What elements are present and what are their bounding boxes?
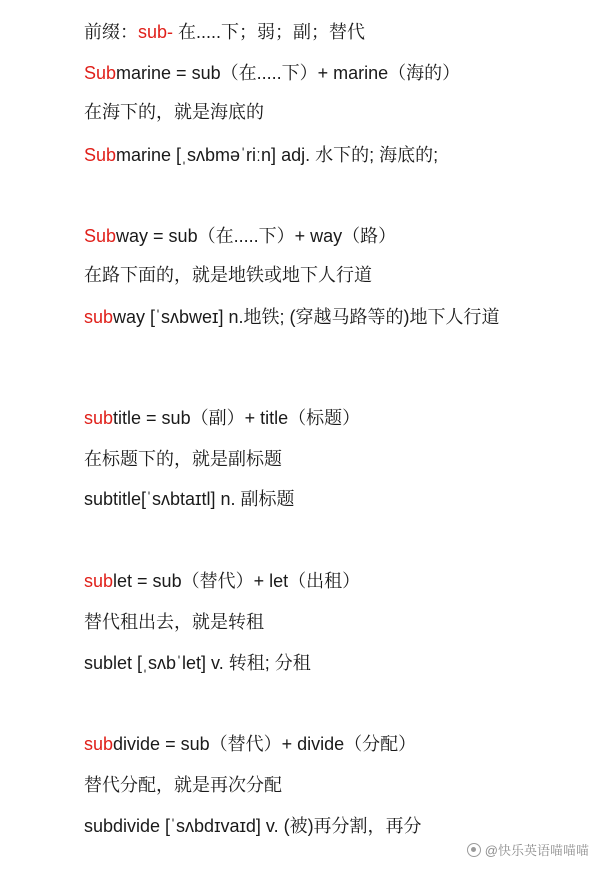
definition-prefix: Sub [84,145,117,165]
formula-prefix: sub [84,734,114,754]
word-definition [84,305,499,329]
formula-rest: marine = sub（在.....下）+ marine（海的） [116,63,461,83]
word-formula [84,61,460,85]
formula-rest: title = sub（副）+ title（标题） [113,408,361,428]
watermark [467,840,589,859]
word-formula [84,569,360,593]
word-formula [84,224,396,248]
word-explanation: 在路下面的，就是地铁或地下人行道 [84,265,372,285]
word-explanation: 替代分配，就是再次分配 [84,775,282,795]
word-definition [84,487,294,511]
prefix-highlight: sub- [138,22,174,42]
definition-rest: subdivide [ˈsʌbdɪvaɪd] v. (被)再分割，再分 [84,816,422,836]
word-definition [84,814,422,838]
formula-rest: divide = sub（替代）+ divide（分配） [113,734,417,754]
word-definition [84,651,311,675]
watermark-text: @快乐英语喵喵喵 [484,843,589,858]
formula-rest: way = sub（在.....下）+ way（路） [116,226,397,246]
word-formula [84,406,360,430]
formula-prefix: Sub [84,226,117,246]
definition-rest: way [ˈsʌbweɪ] n.地铁; (穿越马路等的)地下人行道 [113,307,500,327]
word-explanation: 在海下的，就是海底的 [84,102,264,122]
word-formula [84,732,416,756]
prefix-label: 前缀： [84,22,138,42]
word-explanation: 替代租出去，就是转租 [84,612,264,632]
definition-rest: subtitle[ˈsʌbtaɪtl] n. 副标题 [84,489,295,509]
definition-prefix: sub [84,307,114,327]
formula-prefix: sub [84,571,114,591]
formula-prefix: Sub [84,63,117,83]
formula-prefix: sub [84,408,114,428]
prefix-header [84,20,365,44]
word-definition [84,143,438,167]
word-explanation: 在标题下的，就是副标题 [84,449,282,469]
definition-rest: sublet [ˌsʌbˈlet] v. 转租; 分租 [84,653,311,673]
camera-logo-icon [467,843,481,857]
formula-rest: let = sub（替代）+ let（出租） [113,571,361,591]
prefix-meanings: 在.....下；弱；副；替代 [173,22,366,42]
definition-rest: marine [ˌsʌbməˈriːn] adj. 水下的; 海底的; [116,145,439,165]
